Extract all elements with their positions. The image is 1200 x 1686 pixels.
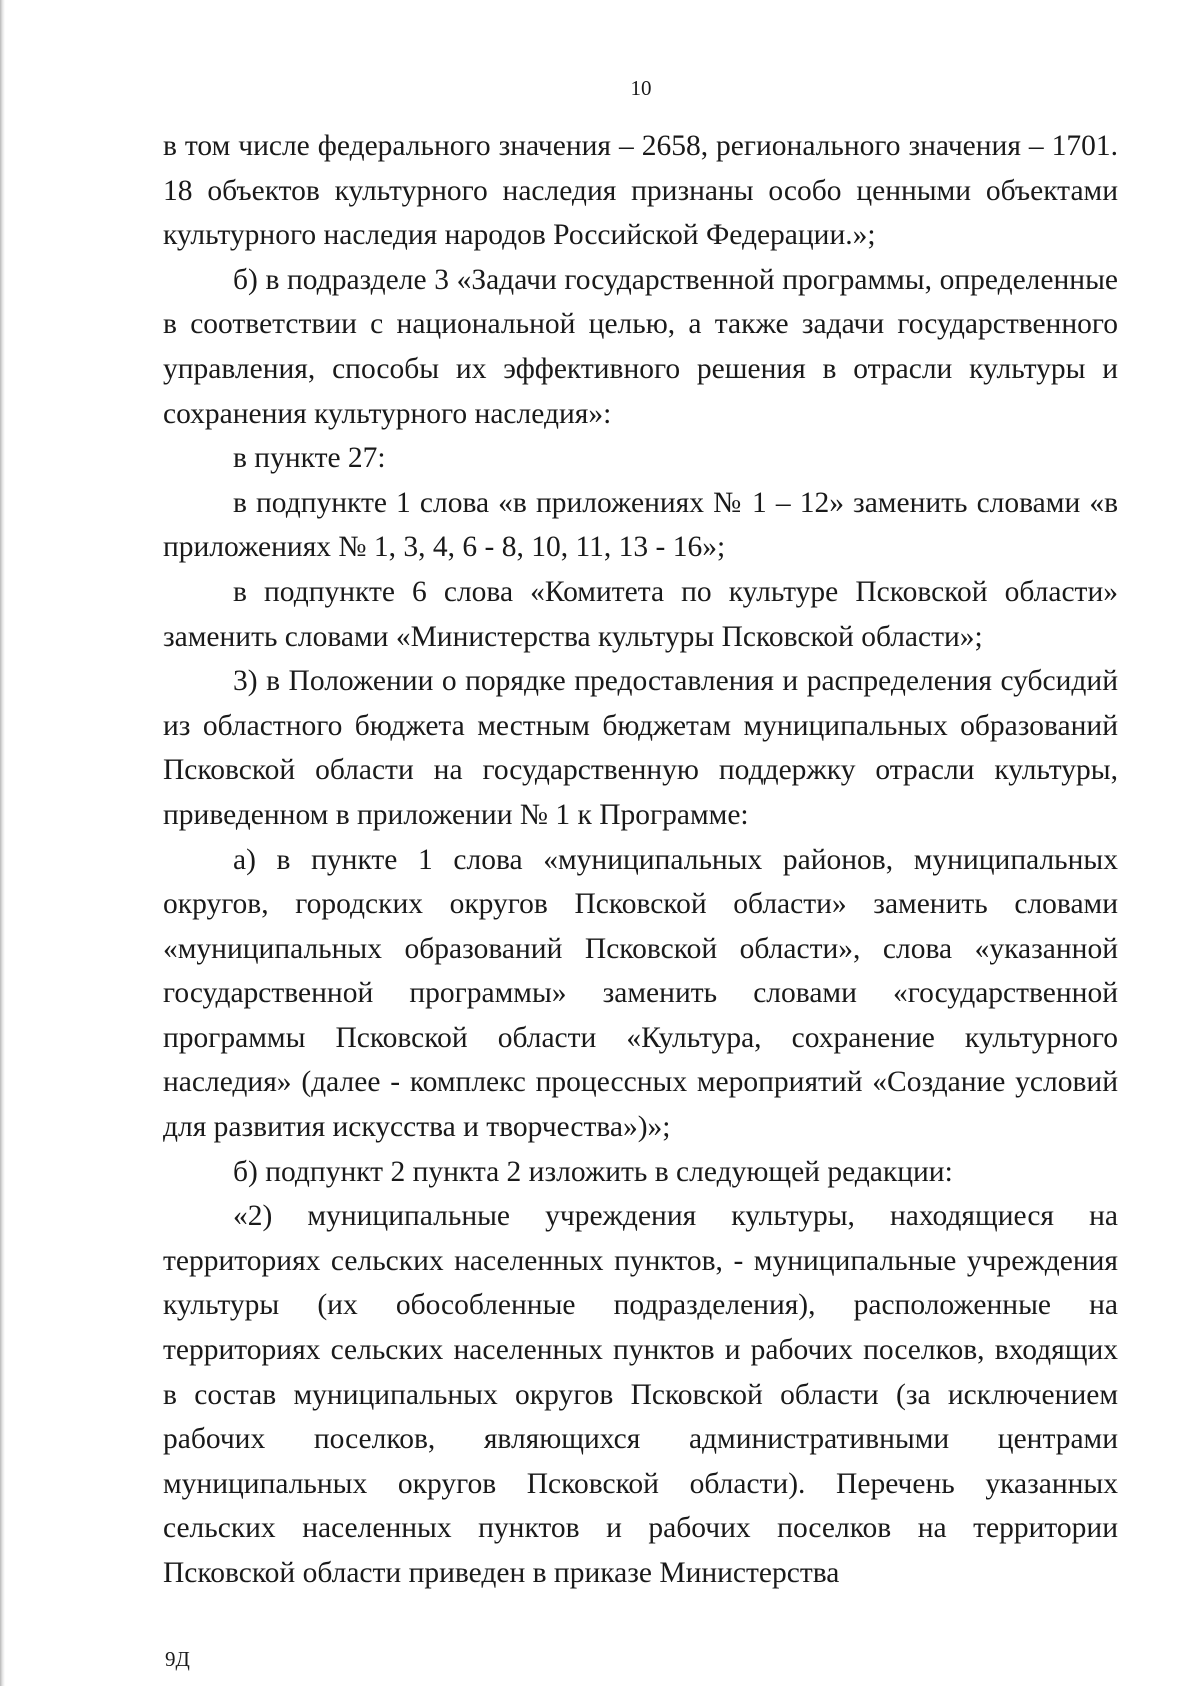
page-number: 10 bbox=[630, 76, 652, 100]
paragraph-8: б) подпункт 2 пункта 2 изложить в следующей редакции: bbox=[233, 1155, 953, 1188]
scan-edge bbox=[0, 0, 5, 1686]
paragraph-4: в подпункте 1 слова «в приложениях № 1 – 12» заменить словами «в приложениях № 1, 3, 4, 6 - 8, 10, 11, 13 - 16»; bbox=[163, 486, 1118, 564]
paragraph-7: а) в пункте 1 слова «муниципальных районов, муниципальных округов, городских округов Псковской области» заменить словами «муниципальных образований Псковской области», слова «указанной государственной программы» заменить словами «государственной программы Псковской области «Культура, сохранение культурного наследия» (далее - комплекс процессных мероприятий «Создание условий для развития искусства и творчества»)»; bbox=[163, 843, 1118, 1144]
document-body bbox=[163, 124, 1118, 1596]
footer-document-code: 9Д bbox=[165, 1647, 190, 1671]
paragraph-2: б) в подразделе 3 «Задачи государственной программы, определенные в соответствии с национальной целью, а также задачи государственного управления, способы их эффективного решения в отрасли культуры и сохранения культурного наследия»: bbox=[163, 263, 1118, 430]
paragraph-9: «2) муниципальные учреждения культуры, находящиеся на территориях сельских населенных пунктов, - муниципальные учреждения культуры (их обособленные подразделения), расположенные на территориях сельских населенных пунктов и рабочих поселков, входящих в состав муниципальных округов Псковской области (за исключением рабочих поселков, являющихся административными центрами муниципальных округов Псковской области). Перечень указанных сельских населенных пунктов и рабочих поселков на территории Псковской области приведен в приказе Министерства bbox=[163, 1200, 1118, 1589]
paragraph-6: 3) в Положении о порядке предоставления и распределения субсидий из областного бюджета местным бюджетам муниципальных образований Псковской области на государственную поддержку отрасли культуры, приведенном в приложении № 1 к Программе: bbox=[163, 665, 1118, 831]
paragraph-3: в пункте 27: bbox=[233, 442, 386, 475]
paragraph-5: в подпункте 6 слова «Комитета по культуре Псковской области» заменить словами «Министерства культуры Псковской области»; bbox=[163, 575, 1118, 653]
paragraph-1: в том числе федерального значения – 2658, регионального значения – 1701. 18 объектов культурного наследия признаны особо ценными объектами культурного наследия народов Российской Федерации.»; bbox=[163, 130, 1118, 252]
